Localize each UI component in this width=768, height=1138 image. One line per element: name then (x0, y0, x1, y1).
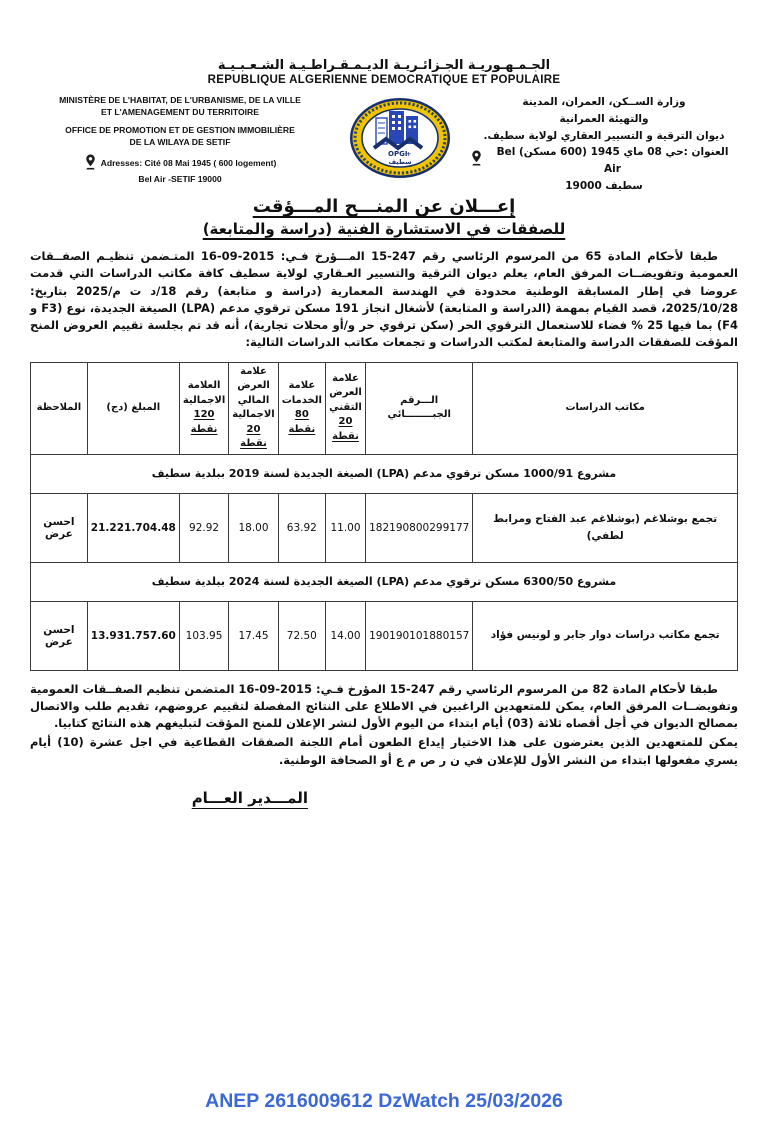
total-score: 92.92 (179, 493, 228, 562)
announcement-subtitle: للصفقات في الاستشارة الفنية (دراسة والمتابعة) (202, 220, 566, 238)
remark: احسن عرض (31, 493, 88, 562)
office-line-ar: ديوان الترقية و التسيير العقاري لولاية سطيف. (483, 129, 725, 142)
total-score: 103.95 (179, 601, 228, 670)
announcement-title: إعـــلان عن المنـــح المـــؤقت (252, 196, 516, 217)
offer-amount: 21.221.704.48 (87, 493, 179, 562)
table-row (31, 601, 738, 670)
logo-city-text: سطيف (388, 158, 412, 166)
ministry-line-ar: والتهيئة العمرانية (559, 112, 649, 125)
offer-amount: 13.931.757.60 (87, 601, 179, 670)
address-line-ar: العنوان :حي 08 ماي 1945 (600 مسكن) Bel Air (496, 146, 729, 176)
intro-paragraph: طبقا لأحكام المادة 65 من المرسوم الرئاسي رقم 247-15 المـــؤرخ فـي: 2015-09-16 المتـضمن تنظيـم الصفــقات العمومية وتفويضــات المرفق العام، يعلم ديوان الترقية والتسيير العـقاري لولاية سطيف كافة مكاتب الدراسات التي قدمت عروضا في إطار المسابقة الوطنية محدودة في الهندسة المعمارية (دراسة و متابعة) رقم 18/د ت م/2025 بتاريخ: 2025/10/28، قصد القيام بمهمة (الدراسة و المتابعة) لأشغال انجاز 191 مسكن ترقوي مدعم (LPA) الصيغة الجديدة، نوع (F3 و F4) بما فيها 25 % فضاء للاستعمال الترقوي الحر (سكن ترقوي حر و/أو محلات تجارية)، أنه قد تم بجلسة تقييم العروض المنح المؤقت للصفقات الدراسة والمتابعة لمكتب الدراسات و تجمعات مكاتب الدراسات التالية: (30, 249, 738, 350)
ministry-block-french (30, 94, 330, 186)
tax-number: 190190101880157 (366, 601, 473, 670)
technical-score: 11.00 (325, 493, 365, 562)
ministry-line-fr: ET L'AMENAGEMENT DU TERRITOIRE (100, 107, 259, 118)
signature-general-director: المـــدير العـــام (191, 788, 308, 807)
col-header-remark: الملاحظة (31, 362, 88, 454)
tax-number: 182190800299177 (366, 493, 473, 562)
location-pin-icon (470, 150, 483, 172)
appeal-paragraph: يمكن للمتعهدين الذين يعترضون على هذا الاختيار إيداع الطعون أمام اللجنة الصفقات القطاعية في اجل عشرة (10) أيام يسري مفعولها ابتداء من النشر الأول للإعلان في ن ر ص م ع أو الصحافة الوطنية. (30, 735, 738, 767)
location-pin-icon (84, 154, 97, 173)
financial-score: 17.45 (229, 601, 278, 670)
address-line-fr: Adresses: Cité 08 Mai 1945 ( 600 logement) (100, 158, 277, 169)
ministry-line-fr: MINISTÈRE DE L'HABITAT, DE L'URBANISME, DE LA VILLE (59, 95, 301, 105)
address-french (30, 154, 330, 173)
republic-title-french: REPUBLIQUE ALGERIENNE DEMOCRATIQUE ET POPULAIRE (207, 74, 561, 86)
project-section-row (31, 562, 738, 601)
technical-score: 14.00 (325, 601, 365, 670)
office-name: تجمع مكاتب دراسات دوار جابر و لونيس فؤاد (473, 601, 738, 670)
office-line-fr: OFFICE DE PROMOTION ET DE GESTION IMMOBILIÈRE (65, 124, 295, 135)
col-header-tax-number: الـــرقم الجبــــــــائي (366, 362, 473, 454)
services-score: 63.92 (278, 493, 325, 562)
results-table (30, 362, 738, 671)
ministry-line-ar: وزارة الســكن، العمران، المدينة (522, 96, 686, 108)
col-header-amount: المبلغ (دج) (87, 362, 179, 454)
col-header-total-score: العلامة الاجمالية 120 نقطة (179, 362, 228, 454)
financial-score: 18.00 (229, 493, 278, 562)
table-header-row (31, 362, 738, 454)
col-header-technical-score: علامة العرض التقني 20 نقطة (325, 362, 365, 454)
address-line-fr: Bel Air -SETIF 19000 (138, 174, 222, 185)
logo-org-text: OPGI (388, 150, 408, 158)
office-line-fr: DE LA WILAYA DE SETIF (129, 137, 231, 148)
services-score: 72.50 (278, 601, 325, 670)
svg-text:+: + (406, 150, 412, 158)
letterhead (30, 94, 738, 192)
ministry-block-arabic (470, 94, 738, 195)
remark: احسن عرض (31, 601, 88, 670)
opgi-logo (345, 96, 455, 180)
republic-title-arabic: الجـمـهـوريـة الجـزائـريـة الديـمـقـراطـيـة الشـعـبـيـة (217, 58, 551, 73)
address-line-ar: سطيف 19000 (565, 179, 643, 192)
office-name: تجمع بوشلاغم (بوشلاغم عبد الفتاح ومرابط لطفي) (473, 493, 738, 562)
project-title: مشروع 1000/91 مسكن ترقوي مدعم (LPA) الصيغة الجديدة لسنة 2019 ببلدية سطيف (31, 454, 738, 493)
anep-footer: ANEP 2616009612 DzWatch 25/03/2026 (205, 1090, 563, 1112)
article82-paragraph: طبقا لأحكام المادة 82 من المرسوم الرئاسي رقم 247-15 المؤرخ فـي: 2015-09-16 المتضمن تنظيم الصفــقات العمومية وتفويضــات المرفق العام، يمكن للمتعهدين الراغبين في الاطلاع على النتائج المفصلة لتقييم عروضهم، تقديم طلب والاتصال بمصالح الديوان في أجل أقصاه ثلاثة (03) أيام ابتداء من اليوم الأول لنشر الإعلان للمنح المؤقت لتبليغهم هذه النتائج كتابيا. (30, 681, 738, 730)
col-header-offices: مكاتب الدراسات (473, 362, 738, 454)
table-row (31, 493, 738, 562)
address-arabic (470, 144, 738, 178)
project-section-row (31, 454, 738, 493)
col-header-services-score: علامة الخدمات 80 نقطة (278, 362, 325, 454)
col-header-financial-score: علامة العرض المالي الاجمالية 20 نقطة (229, 362, 278, 454)
project-title: مشروع 6300/50 مسكن ترقوي مدعم (LPA) الصيغة الجديدة لسنة 2024 ببلدية سطيف (31, 562, 738, 601)
